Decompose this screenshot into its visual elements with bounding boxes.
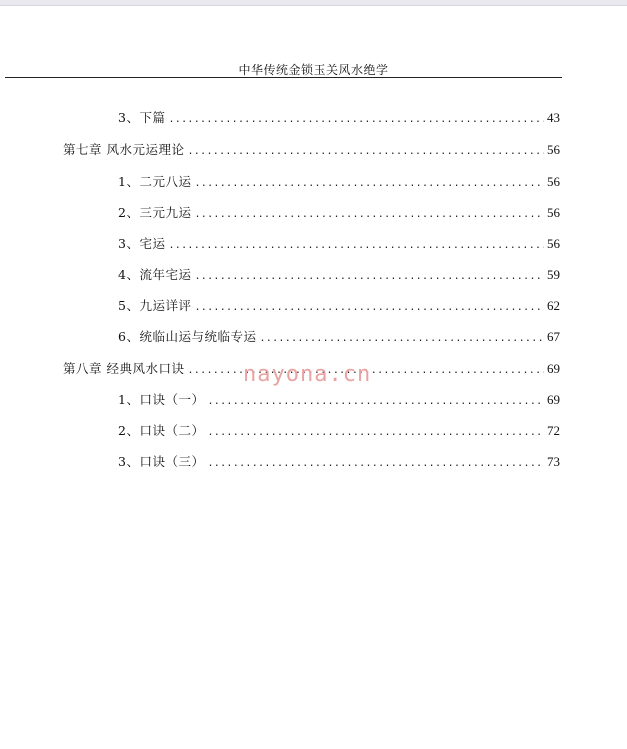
toc-entry-title: 1、二元八运 bbox=[118, 174, 192, 189]
toc-entry-page: 67 bbox=[547, 329, 560, 344]
dot-leader bbox=[168, 114, 544, 125]
toc-chapter-entry[interactable] bbox=[63, 140, 560, 158]
toc-entry-title: 2、口诀（二） bbox=[118, 423, 205, 438]
toc-entry-title: 第七章 风水元运理论 bbox=[63, 142, 185, 157]
dot-leader bbox=[194, 271, 544, 282]
toc-entry[interactable] bbox=[118, 108, 560, 126]
dot-leader bbox=[259, 333, 544, 344]
dot-leader bbox=[168, 240, 544, 251]
toc-entry-page: 56 bbox=[547, 236, 560, 251]
toc-entry[interactable] bbox=[118, 265, 560, 283]
dot-leader bbox=[194, 209, 544, 220]
toc-entry[interactable] bbox=[118, 234, 560, 252]
toc-entry-page: 62 bbox=[547, 298, 560, 313]
toc-entry-page: 69 bbox=[547, 361, 560, 376]
toc-entry[interactable] bbox=[118, 452, 560, 470]
toc-entry[interactable] bbox=[118, 296, 560, 314]
toc-entry-title: 6、统临山运与统临专运 bbox=[118, 329, 257, 344]
dot-leader bbox=[194, 302, 544, 313]
toc-entry[interactable] bbox=[118, 327, 560, 345]
dot-leader bbox=[187, 146, 544, 157]
dot-leader bbox=[207, 396, 544, 407]
toc-entry-page: 56 bbox=[547, 174, 560, 189]
watermark: nayona.cn bbox=[243, 362, 372, 387]
dot-leader bbox=[207, 458, 544, 469]
toc-entry-page: 59 bbox=[547, 267, 560, 282]
dot-leader bbox=[194, 178, 544, 189]
toc-entry[interactable] bbox=[118, 203, 560, 221]
toc-entry-title: 4、流年宅运 bbox=[118, 267, 192, 282]
dot-leader bbox=[207, 427, 544, 438]
toc-entry-title: 第八章 经典风水口诀 bbox=[63, 361, 185, 376]
toc-entry-page: 72 bbox=[547, 423, 560, 438]
toc-entry-title: 1、口诀（一） bbox=[118, 392, 205, 407]
page-header-title: 中华传统金锁玉关风水绝学 bbox=[238, 63, 389, 77]
toc-entry-page: 56 bbox=[547, 142, 560, 157]
toc-entry[interactable] bbox=[118, 421, 560, 439]
toc-entry-title: 3、宅运 bbox=[118, 236, 166, 251]
toc-entry-page: 73 bbox=[547, 454, 560, 469]
header-rule bbox=[5, 77, 562, 78]
toc-entry-page: 69 bbox=[547, 392, 560, 407]
toc-entry-page: 43 bbox=[547, 110, 560, 125]
toc-entry-title: 5、九运详评 bbox=[118, 298, 192, 313]
toc-entry-page: 56 bbox=[547, 205, 560, 220]
toc-entry[interactable] bbox=[118, 390, 560, 408]
toc-entry[interactable] bbox=[118, 172, 560, 190]
toc-entry-title: 3、下篇 bbox=[118, 110, 166, 125]
toc-entry-title: 2、三元九运 bbox=[118, 205, 192, 220]
toc-entry-title: 3、口诀（三） bbox=[118, 454, 205, 469]
